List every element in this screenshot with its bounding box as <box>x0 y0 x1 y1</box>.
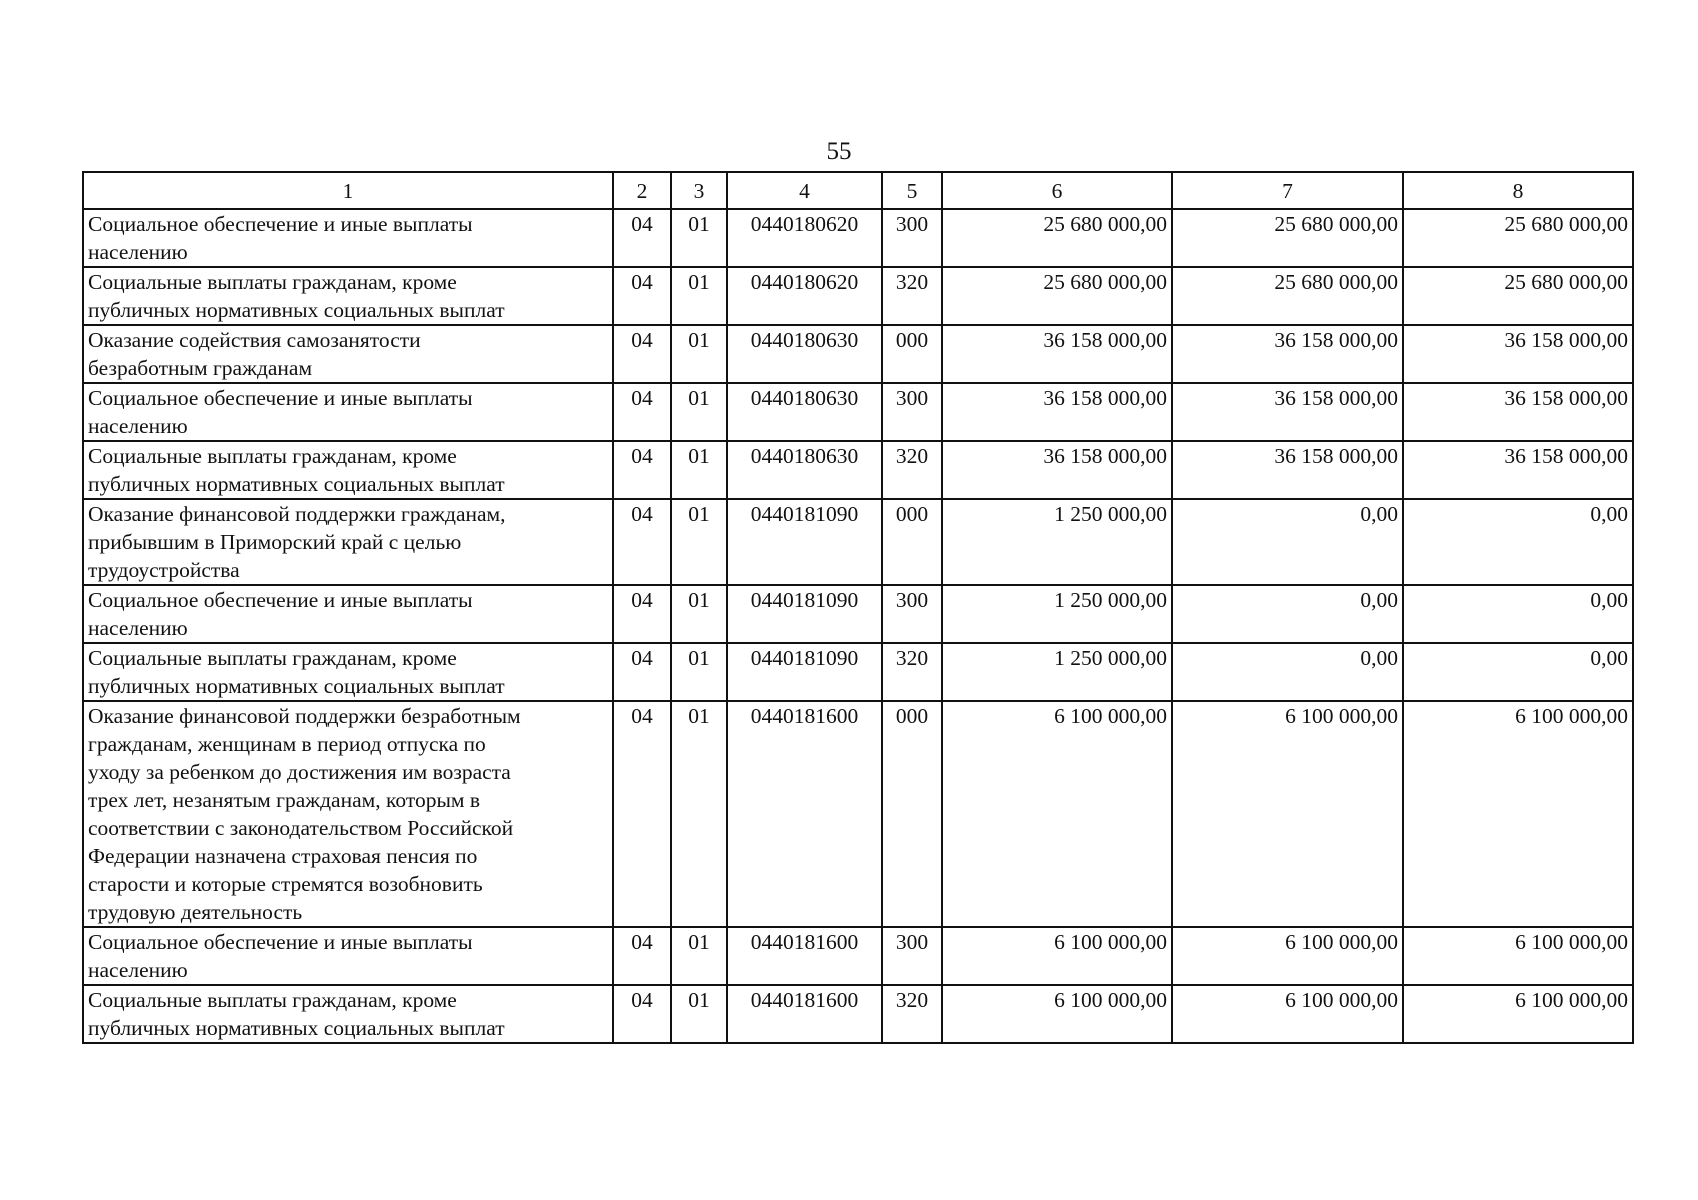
row-amount-col-8: 25 680 000,00 <box>1403 209 1633 267</box>
row-expense-type: 300 <box>882 585 942 643</box>
row-target-code: 0440180630 <box>727 325 882 383</box>
row-name-line: Социальное обеспечение и иные выплаты <box>88 386 473 410</box>
row-name <box>83 701 613 927</box>
row-subsection: 01 <box>671 441 727 499</box>
header-col-6: 6 <box>942 172 1172 209</box>
row-amount-col-8: 0,00 <box>1403 499 1633 585</box>
row-amount-col-6: 6 100 000,00 <box>942 927 1172 985</box>
row-name-line: Социальные выплаты гражданам, кроме <box>88 988 457 1012</box>
row-target-code: 0440181090 <box>727 499 882 585</box>
row-amount-col-8: 36 158 000,00 <box>1403 441 1633 499</box>
row-name-line: Оказание финансовой поддержки гражданам, <box>88 502 506 526</box>
row-section: 04 <box>613 441 671 499</box>
row-amount-col-6: 25 680 000,00 <box>942 267 1172 325</box>
row-amount-col-6: 1 250 000,00 <box>942 499 1172 585</box>
row-section: 04 <box>613 927 671 985</box>
row-amount-col-7: 0,00 <box>1172 499 1403 585</box>
row-name-line: Оказание финансовой поддержки безработным <box>88 704 521 728</box>
row-name <box>83 585 613 643</box>
row-name-line: Оказание содействия самозанятости <box>88 328 421 352</box>
row-section: 04 <box>613 209 671 267</box>
row-subsection: 01 <box>671 499 727 585</box>
row-amount-col-8: 36 158 000,00 <box>1403 383 1633 441</box>
row-target-code: 0440181090 <box>727 643 882 701</box>
row-amount-col-6: 36 158 000,00 <box>942 325 1172 383</box>
table-row <box>83 927 1633 985</box>
row-name-line: Социальные выплаты гражданам, кроме <box>88 270 457 294</box>
row-amount-col-8: 36 158 000,00 <box>1403 325 1633 383</box>
header-col-5: 5 <box>882 172 942 209</box>
row-name-line: населению <box>88 616 188 640</box>
row-target-code: 0440181600 <box>727 927 882 985</box>
table-row <box>83 985 1633 1043</box>
row-name <box>83 209 613 267</box>
row-target-code: 0440180620 <box>727 209 882 267</box>
row-name-line: прибывшим в Приморский край с целью <box>88 530 462 554</box>
row-name-line: трудовую деятельность <box>88 900 303 924</box>
row-section: 04 <box>613 585 671 643</box>
row-target-code: 0440181090 <box>727 585 882 643</box>
row-subsection: 01 <box>671 383 727 441</box>
row-name-line: публичных нормативных социальных выплат <box>88 298 505 322</box>
row-amount-col-6: 25 680 000,00 <box>942 209 1172 267</box>
row-expense-type: 000 <box>882 701 942 927</box>
row-subsection: 01 <box>671 985 727 1043</box>
row-name-line: населению <box>88 958 188 982</box>
row-amount-col-7: 36 158 000,00 <box>1172 441 1403 499</box>
row-name-line: населению <box>88 414 188 438</box>
row-name-line: Социальные выплаты гражданам, кроме <box>88 444 457 468</box>
row-section: 04 <box>613 701 671 927</box>
row-name-line: Федерации назначена страховая пенсия по <box>88 844 478 868</box>
row-amount-col-7: 6 100 000,00 <box>1172 701 1403 927</box>
table-row <box>83 383 1633 441</box>
row-name <box>83 441 613 499</box>
row-expense-type: 320 <box>882 985 942 1043</box>
row-amount-col-8: 6 100 000,00 <box>1403 701 1633 927</box>
row-subsection: 01 <box>671 209 727 267</box>
row-name-line: публичных нормативных социальных выплат <box>88 472 505 496</box>
row-name <box>83 499 613 585</box>
header-col-4: 4 <box>727 172 882 209</box>
row-expense-type: 300 <box>882 383 942 441</box>
row-expense-type: 000 <box>882 499 942 585</box>
row-name-line: Социальные выплаты гражданам, кроме <box>88 646 457 670</box>
row-name-line: публичных нормативных социальных выплат <box>88 1016 505 1040</box>
row-amount-col-7: 36 158 000,00 <box>1172 325 1403 383</box>
page-number-text: 55 <box>826 138 852 165</box>
row-name <box>83 927 613 985</box>
row-amount-col-8: 6 100 000,00 <box>1403 927 1633 985</box>
row-expense-type: 320 <box>882 441 942 499</box>
row-expense-type: 300 <box>882 209 942 267</box>
header-col-1: 1 <box>83 172 613 209</box>
row-subsection: 01 <box>671 927 727 985</box>
row-amount-col-6: 1 250 000,00 <box>942 585 1172 643</box>
header-col-2: 2 <box>613 172 671 209</box>
row-target-code: 0440181600 <box>727 701 882 927</box>
budget-table <box>82 171 1634 1044</box>
table-row <box>83 325 1633 383</box>
row-section: 04 <box>613 985 671 1043</box>
header-col-7: 7 <box>1172 172 1403 209</box>
row-target-code: 0440180620 <box>727 267 882 325</box>
row-amount-col-8: 0,00 <box>1403 643 1633 701</box>
row-subsection: 01 <box>671 643 727 701</box>
row-section: 04 <box>613 325 671 383</box>
row-section: 04 <box>613 499 671 585</box>
row-name <box>83 643 613 701</box>
row-name <box>83 267 613 325</box>
row-section: 04 <box>613 267 671 325</box>
row-name-line: публичных нормативных социальных выплат <box>88 674 505 698</box>
row-name <box>83 325 613 383</box>
row-amount-col-8: 25 680 000,00 <box>1403 267 1633 325</box>
row-name-line: соответствии с законодательством Российской <box>88 816 514 840</box>
table-row <box>83 209 1633 267</box>
page-number <box>0 138 1698 166</box>
row-expense-type: 300 <box>882 927 942 985</box>
row-section: 04 <box>613 643 671 701</box>
row-name-line: Социальное обеспечение и иные выплаты <box>88 212 473 236</box>
row-amount-col-7: 6 100 000,00 <box>1172 985 1403 1043</box>
row-name-line: Социальное обеспечение и иные выплаты <box>88 588 473 612</box>
row-amount-col-6: 36 158 000,00 <box>942 441 1172 499</box>
table-row <box>83 499 1633 585</box>
row-amount-col-8: 0,00 <box>1403 585 1633 643</box>
row-amount-col-7: 0,00 <box>1172 585 1403 643</box>
row-subsection: 01 <box>671 325 727 383</box>
row-target-code: 0440181600 <box>727 985 882 1043</box>
row-target-code: 0440180630 <box>727 383 882 441</box>
row-amount-col-7: 25 680 000,00 <box>1172 267 1403 325</box>
row-section: 04 <box>613 383 671 441</box>
row-subsection: 01 <box>671 585 727 643</box>
row-amount-col-6: 36 158 000,00 <box>942 383 1172 441</box>
table-row <box>83 643 1633 701</box>
row-name <box>83 985 613 1043</box>
row-name <box>83 383 613 441</box>
table-body <box>83 209 1633 1043</box>
table-row <box>83 267 1633 325</box>
row-expense-type: 320 <box>882 267 942 325</box>
row-name-line: уходу за ребенком до достижения им возраста <box>88 760 511 784</box>
row-expense-type: 000 <box>882 325 942 383</box>
row-amount-col-7: 36 158 000,00 <box>1172 383 1403 441</box>
table-row <box>83 701 1633 927</box>
row-name-line: трех лет, незанятым гражданам, которым в <box>88 788 481 812</box>
table-row <box>83 441 1633 499</box>
row-subsection: 01 <box>671 267 727 325</box>
row-name-line: безработным гражданам <box>88 356 313 380</box>
row-amount-col-6: 6 100 000,00 <box>942 701 1172 927</box>
row-amount-col-7: 0,00 <box>1172 643 1403 701</box>
row-name-line: Социальное обеспечение и иные выплаты <box>88 930 473 954</box>
table-header-row <box>83 172 1633 209</box>
row-amount-col-8: 6 100 000,00 <box>1403 985 1633 1043</box>
row-name-line: трудоустройства <box>88 558 240 582</box>
row-amount-col-6: 1 250 000,00 <box>942 643 1172 701</box>
table-row <box>83 585 1633 643</box>
header-col-8: 8 <box>1403 172 1633 209</box>
row-name-line: гражданам, женщинам в период отпуска по <box>88 732 486 756</box>
row-subsection: 01 <box>671 701 727 927</box>
row-expense-type: 320 <box>882 643 942 701</box>
row-amount-col-7: 25 680 000,00 <box>1172 209 1403 267</box>
row-target-code: 0440180630 <box>727 441 882 499</box>
row-name-line: старости и которые стремятся возобновить <box>88 872 483 896</box>
row-name-line: населению <box>88 240 188 264</box>
header-col-3: 3 <box>671 172 727 209</box>
row-amount-col-7: 6 100 000,00 <box>1172 927 1403 985</box>
row-amount-col-6: 6 100 000,00 <box>942 985 1172 1043</box>
